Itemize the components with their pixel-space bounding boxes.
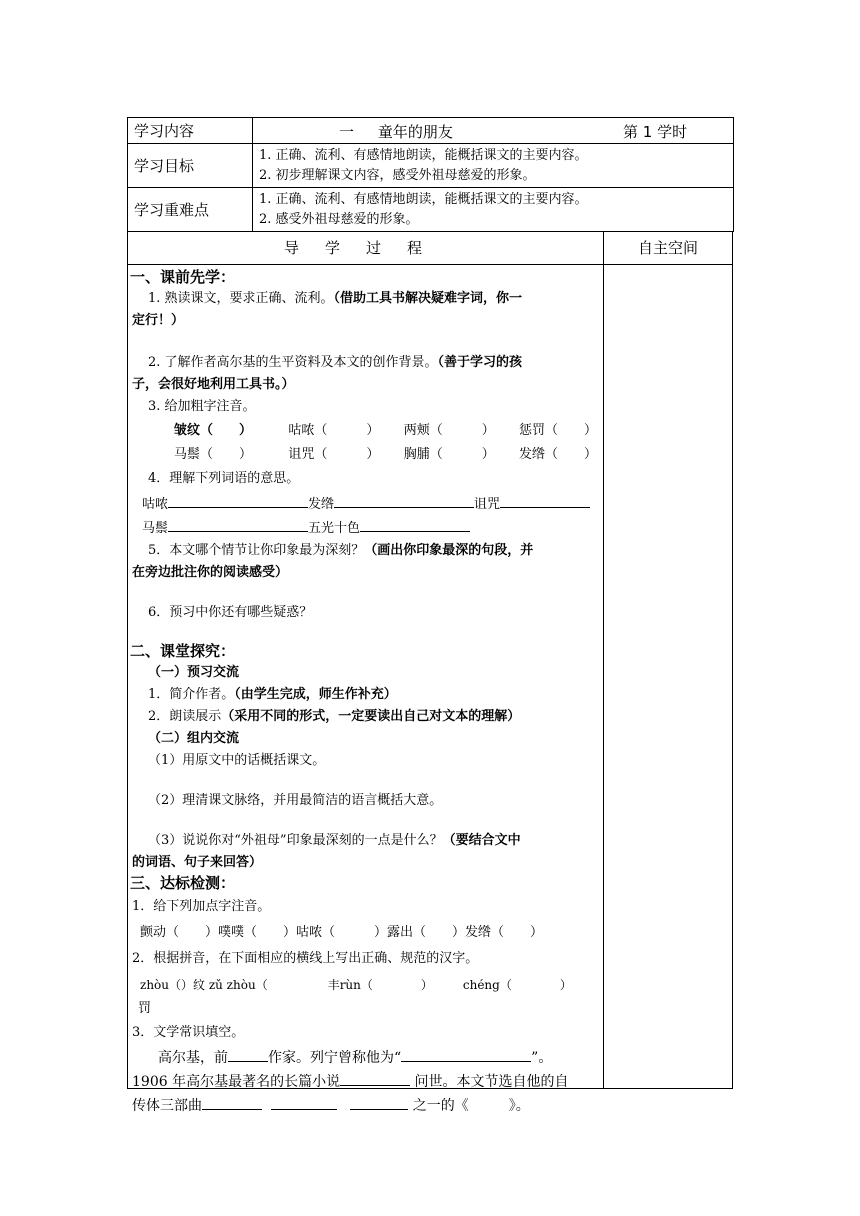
keys <box>253 188 734 232</box>
q2-hint-cont: 子，会很好地利用工具书。） <box>132 377 295 392</box>
test-2-row-2: 罚 <box>138 1001 152 1016</box>
q3: 3. 给加粗字注音。 <box>148 399 256 414</box>
fill-3-c: 》。 <box>508 1098 530 1114</box>
goal-label: 学习目标 <box>128 144 253 188</box>
q1-text: 1. 熟读课文，要求正确、流利。 <box>148 291 334 306</box>
q2-hint: （善于学习的孩 <box>437 355 523 370</box>
section-3-title: 三、达标检测： <box>130 874 236 892</box>
word-7: 胸脯（ ） <box>403 447 495 462</box>
column-divider <box>603 232 604 1088</box>
vocab-1: 咕哝 <box>142 497 169 512</box>
word-4: 惩罚（ ） <box>518 423 597 438</box>
guide-heading: 导学过程 <box>283 239 448 257</box>
worksheet <box>127 117 733 1114</box>
key-2: 2. 感受外祖母慈爱的形象。 <box>259 211 419 227</box>
lesson-title-cell <box>253 118 734 144</box>
lesson-name: 童年的朋友 <box>377 123 453 141</box>
goals <box>253 144 734 188</box>
group-1: （1）用原文中的话概括课文。 <box>148 753 326 768</box>
vocab-row-1 <box>142 493 590 515</box>
lesson-number: 一 <box>339 123 355 141</box>
item-2-hint: （采用不同的形式，一定要读出自己对文本的理解） <box>221 709 521 724</box>
blank[interactable] <box>360 517 470 532</box>
fill-1-a: 高尔基，前 <box>158 1050 228 1066</box>
blank[interactable] <box>168 517 308 532</box>
q4: 4．理解下列词语的意思。 <box>148 471 300 486</box>
sub-2: （二）组内交流 <box>148 731 240 746</box>
goal-1: 1. 正确、流利、有感情地朗读，能概括课文的主要内容。 <box>259 147 588 163</box>
pinyin-row-1 <box>174 421 597 441</box>
header-divider <box>128 264 732 265</box>
q6: 6．预习中你还有哪些疑惑？ <box>148 605 313 620</box>
content-label: 学习内容 <box>128 118 253 144</box>
word-1: 皱纹（ ） <box>174 423 253 438</box>
word-8: 发绺（ ） <box>518 447 597 462</box>
test-1: 1．给下列加点字注音。 <box>132 899 271 914</box>
item-1-hint: （由学生完成，师生作补充） <box>234 687 397 702</box>
vocab-4: 马鬃 <box>142 521 169 536</box>
header-table <box>127 117 734 232</box>
blank[interactable] <box>401 1047 531 1062</box>
q5 <box>148 541 533 561</box>
section-1-title: 一、课前先学： <box>130 268 236 286</box>
test-2: 2．根据拼音，在下面相应的横线上写出正确、规范的汉字。 <box>132 951 479 966</box>
lesson-title <box>339 121 453 142</box>
fill-2-b: 问世。本文节选自他的自 <box>414 1074 569 1090</box>
q1-hint-cont: 定行！） <box>132 313 185 328</box>
vocab-5: 五光十色 <box>308 521 361 536</box>
group-3-hint-cont: 的词语、句子来回答） <box>132 855 263 870</box>
item-2-text: 2．朗读展示 <box>148 709 222 724</box>
blank[interactable] <box>350 1095 408 1110</box>
blank[interactable] <box>334 493 474 508</box>
blank[interactable] <box>202 1095 262 1110</box>
item-1 <box>148 685 397 705</box>
word-2: 咕哝（ ） <box>288 423 380 438</box>
fill-2 <box>132 1071 569 1092</box>
section-2-title: 二、课堂探究： <box>130 642 236 660</box>
word-6: 诅咒（ ） <box>288 447 380 462</box>
q1 <box>148 289 522 309</box>
q5-hint-cont: 在旁边批注你的阅读感受） <box>132 565 289 580</box>
vocab-row-2 <box>142 517 470 539</box>
test-2-row: zhòu（）纹 zǔ zhòu（ 丰rùn（ ） chéng（ ） <box>140 978 572 992</box>
fill-3-a: 传体三部曲 <box>132 1098 202 1114</box>
key-1: 1. 正确、流利、有感情地朗读，能概括课文的主要内容。 <box>259 191 588 207</box>
q5-text: 5．本文哪个情节让你印象最为深刻？ <box>148 543 365 558</box>
key-label: 学习重难点 <box>128 188 253 232</box>
group-3-hint: （要结合文中 <box>442 833 521 848</box>
group-3 <box>148 831 521 851</box>
pinyin-row-2 <box>174 445 597 465</box>
goal-2: 2. 初步理解课文内容，感受外祖母慈爱的形象。 <box>259 167 536 183</box>
sub-1: （一）预习交流 <box>148 665 240 680</box>
blank[interactable] <box>500 493 590 508</box>
group-2: （2）理清课文脉络，并用最简洁的语言概括大意。 <box>148 793 443 808</box>
q2-text: 2. 了解作者高尔基的生平资料及本文的创作背景。 <box>148 355 438 370</box>
space-heading: 自主空间 <box>637 239 698 257</box>
fill-1 <box>158 1047 552 1068</box>
blank[interactable] <box>228 1047 268 1062</box>
word-3: 两颊（ ） <box>403 423 495 438</box>
group-3-text: （3）说说你对“外祖母”印象最深刻的一点是什么？ <box>148 833 443 848</box>
fill-1-b: 作家。列宁曾称他为“ <box>268 1050 402 1066</box>
vocab-3: 诅咒 <box>474 497 501 512</box>
fill-2-a: 1906 年高尔基最著名的长篇小说 <box>132 1074 341 1090</box>
fill-3 <box>132 1095 530 1116</box>
fill-3-b: 之一的《 <box>412 1098 469 1114</box>
q1-hint: （借助工具书解决疑难字词，你一 <box>333 291 523 306</box>
period: 第 1 学时 <box>623 123 688 141</box>
item-2 <box>148 707 520 727</box>
fill-1-c: ”。 <box>531 1050 553 1066</box>
item-1-text: 1．简介作者。 <box>148 687 235 702</box>
word-5: 马鬃（ ） <box>174 447 253 462</box>
blank[interactable] <box>168 493 308 508</box>
test-1-row: 颤动（ ）噗噗（ ）咕哝（ ）露出（ ）发绺（ ） <box>140 925 544 940</box>
test-3: 3．文学常识填空。 <box>132 1025 245 1040</box>
q5-hint: （画出你印象最深的句段，并 <box>364 543 534 558</box>
blank[interactable] <box>340 1071 410 1086</box>
blank[interactable] <box>271 1095 337 1110</box>
vocab-2: 发绺 <box>308 497 335 512</box>
q2 <box>148 353 522 373</box>
guide-grid <box>127 232 733 1114</box>
